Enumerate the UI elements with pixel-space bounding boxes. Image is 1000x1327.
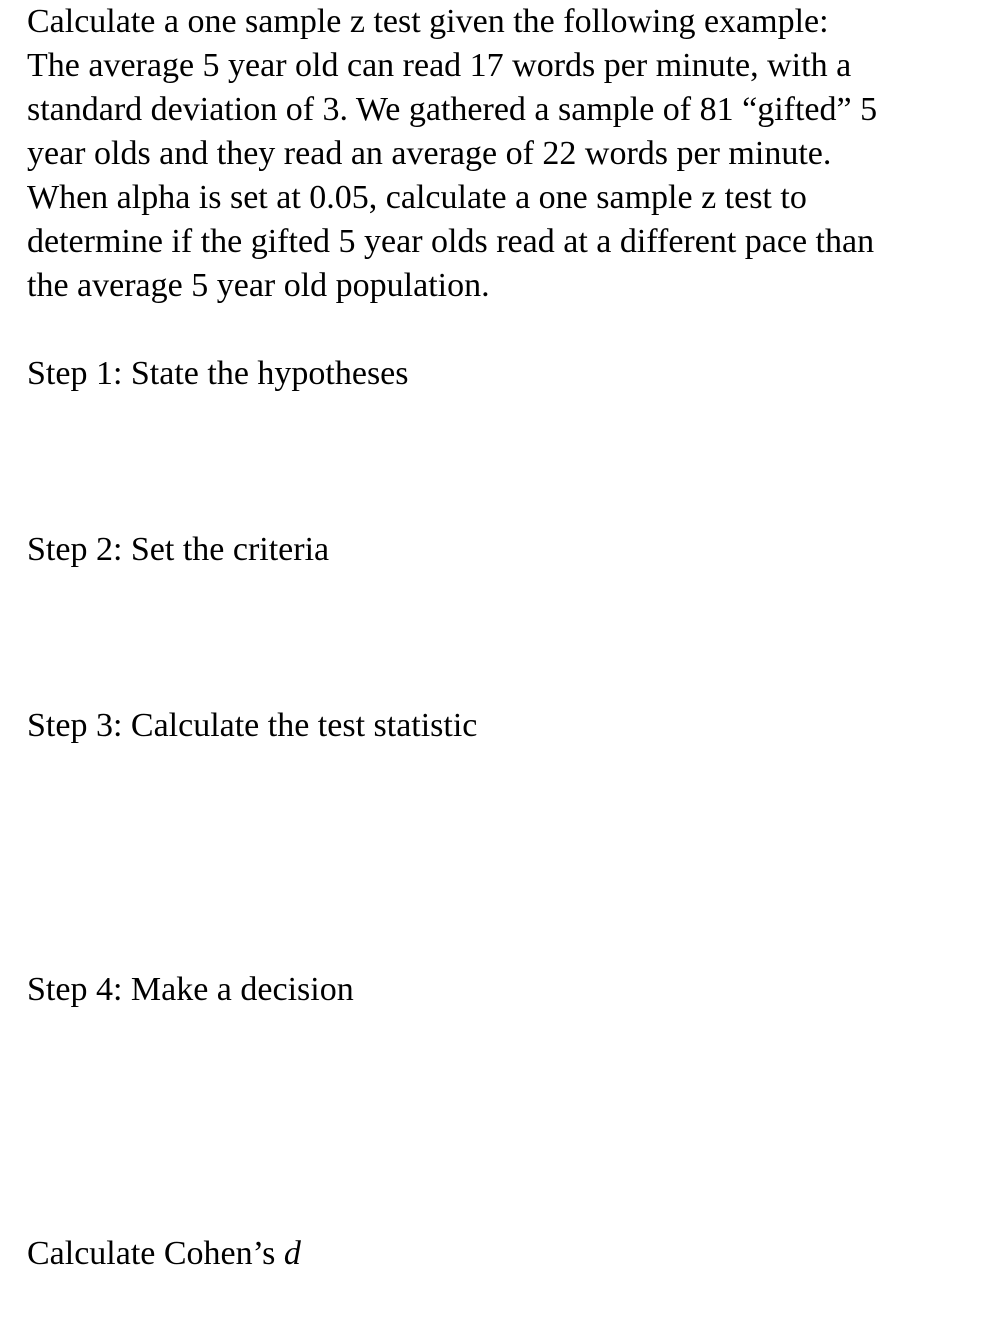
problem-line: The average 5 year old can read 17 words per minute, with a bbox=[27, 47, 852, 84]
step-2-heading: Step 2: Set the criteria bbox=[27, 531, 330, 568]
problem-line: Calculate a one sample z test given the following example: bbox=[27, 3, 829, 40]
problem-line: the average 5 year old population. bbox=[27, 267, 490, 304]
step-4-heading: Step 4: Make a decision bbox=[27, 971, 354, 1008]
cohens-d-heading bbox=[27, 1232, 301, 1276]
problem-line: determine if the gifted 5 year olds read at a different pace than bbox=[27, 223, 875, 260]
problem-statement bbox=[27, 0, 987, 308]
cohens-d-label: Calculate Cohen’s bbox=[27, 1235, 284, 1272]
problem-line: year olds and they read an average of 22 words per minute. bbox=[27, 135, 832, 172]
step-3-heading: Step 3: Calculate the test statistic bbox=[27, 707, 478, 744]
problem-line: standard deviation of 3. We gathered a sample of 81 “gifted” 5 bbox=[27, 91, 878, 128]
step-1-heading: Step 1: State the hypotheses bbox=[27, 355, 409, 392]
problem-line: When alpha is set at 0.05, calculate a one sample z test to bbox=[27, 179, 807, 216]
cohens-d-symbol: d bbox=[283, 1235, 301, 1272]
